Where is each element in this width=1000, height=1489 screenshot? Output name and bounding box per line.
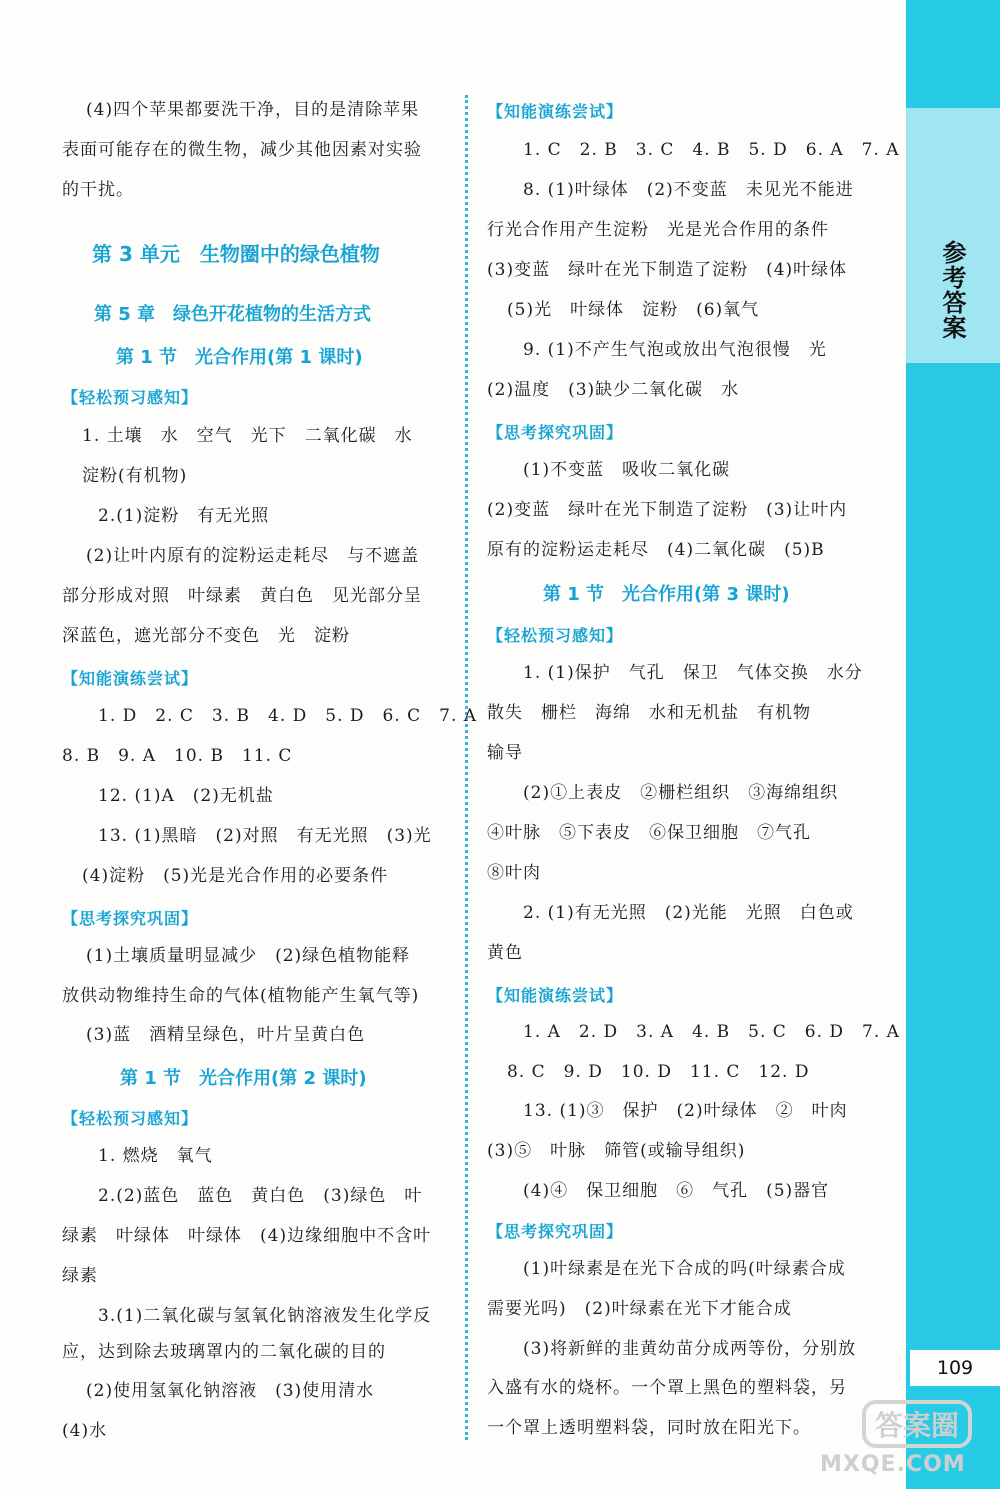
text-line: 1. (1)保护 气孔 保卫 气体交换 水分 [523, 663, 863, 683]
text-line: (3)将新鲜的韭黄幼苗分成两等份，分别放 [523, 1339, 857, 1359]
text-line: 1. D 2. C 3. B 4. D 5. D 6. C 7. A [98, 706, 478, 726]
text-line: 应，达到除去玻璃罩内的二氧化碳的目的 [62, 1342, 386, 1362]
text-line: (4)四个苹果都要洗干净，目的是清除苹果 [86, 100, 420, 120]
section-tag: 【轻松预习感知】 [62, 1109, 199, 1128]
text-line: 12. (1)A (2)无机盐 [98, 786, 274, 806]
text-line: (1)不变蓝 吸收二氧化碳 [523, 460, 731, 480]
text-line: (3)变蓝 绿叶在光下制造了淀粉 (4)叶绿体 [487, 260, 848, 280]
watermark-logo [862, 1398, 972, 1450]
side-color-band-lower [906, 363, 1000, 1363]
text-line: 黄色 [487, 943, 523, 963]
section-tag: 【知能演练尝试】 [62, 669, 199, 688]
page-number: 109 [910, 1350, 1000, 1386]
text-line: 1. C 2. B 3. C 4. B 5. D 6. A 7. A [523, 140, 900, 160]
text-line: 入盛有水的烧杯。一个罩上黑色的塑料袋，另 [487, 1378, 847, 1398]
text-line: 3.(1)二氧化碳与氢氧化钠溶液发生化学反 [98, 1306, 432, 1326]
chapter-title: 第 5 章 绿色开花植物的生活方式 [94, 304, 372, 325]
text-line: ⑧叶肉 [487, 863, 541, 883]
section-tag: 【知能演练尝试】 [487, 986, 624, 1005]
watermark-url: MXQE.COM [820, 1452, 966, 1477]
text-line: 淀粉(有机物) [82, 466, 188, 486]
text-line: 部分形成对照 叶绿素 黄白色 见光部分呈 [62, 586, 422, 606]
text-line: (4)水 [62, 1421, 108, 1441]
text-line: 行光合作用产生淀粉 光是光合作用的条件 [487, 220, 829, 240]
text-line: (1)叶绿素是在光下合成的吗(叶绿素合成 [523, 1259, 846, 1279]
text-line: 的干扰。 [62, 180, 134, 200]
text-line: (2)让叶内原有的淀粉运走耗尽 与不遮盖 [86, 546, 420, 566]
text-line: 8. B 9. A 10. B 11. C [62, 746, 293, 766]
text-line: (1)土壤质量明显减少 (2)绿色植物能释 [86, 946, 411, 966]
text-line: (5)光 叶绿体 淀粉 (6)氧气 [507, 300, 760, 320]
text-line: 13. (1)黑暗 (2)对照 有无光照 (3)光 [98, 826, 432, 846]
section-tag: 【思考探究巩固】 [487, 423, 624, 442]
text-line: ④叶脉 ⑤下表皮 ⑥保卫细胞 ⑦气孔 [487, 823, 811, 843]
section-tag: 【知能演练尝试】 [487, 102, 624, 121]
text-line: 深蓝色，遮光部分不变色 光 淀粉 [62, 626, 350, 646]
text-line: (4)④ 保卫细胞 ⑥ 气孔 (5)器官 [523, 1181, 830, 1201]
column-divider [465, 95, 468, 1440]
text-line: 一个罩上透明塑料袋，同时放在阳光下。 [487, 1418, 811, 1438]
section-title: 第 1 节 光合作用(第 3 课时) [543, 584, 790, 605]
section-tag: 【思考探究巩固】 [62, 909, 199, 928]
text-line: 绿素 [62, 1266, 98, 1286]
unit-title: 第 3 单元 生物圈中的绿色植物 [92, 242, 380, 266]
text-line: (3)蓝 酒精呈绿色，叶片呈黄白色 [86, 1025, 366, 1045]
text-line: (2)①上表皮 ②栅栏组织 ③海绵组织 [523, 783, 839, 803]
text-line: 绿素 叶绿体 叶绿体 (4)边缘细胞中不含叶 [62, 1226, 432, 1246]
text-line: 1. A 2. D 3. A 4. B 5. C 6. D 7. A [523, 1022, 900, 1042]
text-line: 2.(1)淀粉 有无光照 [98, 506, 270, 526]
section-title: 第 1 节 光合作用(第 2 课时) [120, 1068, 367, 1089]
text-line: 2.(2)蓝色 蓝色 黄白色 (3)绿色 叶 [98, 1186, 423, 1206]
text-line: 1. 土壤 水 空气 光下 二氧化碳 水 [82, 426, 413, 446]
text-line: 8. (1)叶绿体 (2)不变蓝 未见光不能进 [523, 180, 854, 200]
text-line: (4)淀粉 (5)光是光合作用的必要条件 [82, 866, 389, 886]
text-line: 输导 [487, 743, 523, 763]
section-tag: 【轻松预习感知】 [487, 626, 624, 645]
section-title: 第 1 节 光合作用(第 1 课时) [116, 347, 363, 368]
text-line: 13. (1)③ 保护 (2)叶绿体 ② 叶肉 [523, 1101, 848, 1121]
text-line: (3)⑤ 叶脉 筛管(或输导组织) [487, 1141, 746, 1161]
text-line: 散失 栅栏 海绵 水和无机盐 有机物 [487, 703, 811, 723]
text-line: 9. (1)不产生气泡或放出气泡很慢 光 [523, 340, 827, 360]
text-line: 原有的淀粉运走耗尽 (4)二氧化碳 (5)B [487, 540, 825, 560]
svg-text:答案圈: 答案圈 [874, 1409, 960, 1442]
section-tag: 【思考探究巩固】 [487, 1222, 624, 1241]
text-line: 2. (1)有无光照 (2)光能 光照 白色或 [523, 903, 854, 923]
text-line: 表面可能存在的微生物，减少其他因素对实验 [62, 140, 422, 160]
text-line: (2)使用氢氧化钠溶液 (3)使用清水 [86, 1381, 375, 1401]
text-line: 需要光吗) (2)叶绿素在光下才能合成 [487, 1299, 792, 1319]
section-tag: 【轻松预习感知】 [62, 388, 199, 407]
text-line: 1. 燃烧 氧气 [98, 1146, 213, 1166]
side-label: 参考答案 [938, 240, 966, 340]
text-line: 放供动物维持生命的气体(植物能产生氧气等) [62, 986, 420, 1006]
text-line: 8. C 9. D 10. D 11. C 12. D [507, 1062, 810, 1082]
text-line: (2)温度 (3)缺少二氧化碳 水 [487, 380, 740, 400]
text-line: (2)变蓝 绿叶在光下制造了淀粉 (3)让叶内 [487, 500, 848, 520]
